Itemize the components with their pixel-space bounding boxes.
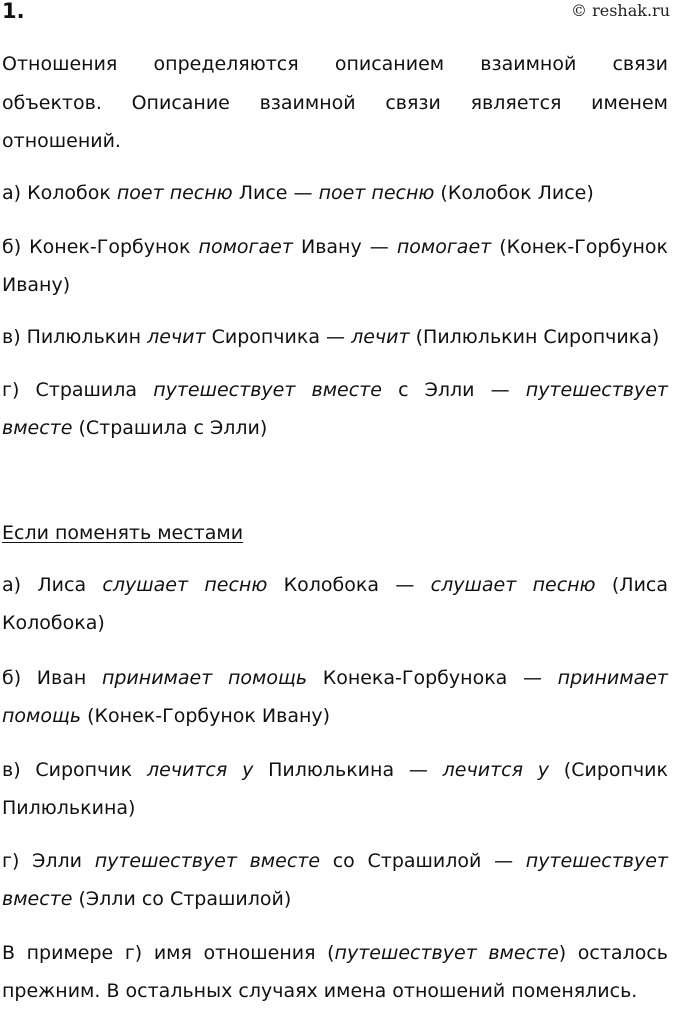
example-b-suffix: (Конек-Горбунок Ивану): [2, 236, 668, 296]
intro-line-2: объектов. Описание взаимной связи является именем: [2, 92, 668, 114]
swapped-b-relation-name: принимает помощь: [2, 667, 668, 727]
example-d: [2, 371, 668, 447]
swapped-c-relation: лечится у: [146, 759, 254, 781]
swapped-d-suffix: (Элли со Страшилой): [72, 888, 292, 910]
conclusion-relation: путешествует вместе: [334, 942, 559, 964]
example-c-prefix: в) Пилюлькин: [2, 326, 148, 348]
example-c-relation: лечит: [147, 326, 206, 348]
example-c: [2, 318, 668, 356]
swap-heading: Если поменять местами: [2, 522, 244, 544]
swapped-a-prefix: а) Лиса: [2, 574, 103, 596]
conclusion-post: ) осталось прежним. В остальных случаях имена отношений поменялись.: [2, 942, 668, 1002]
swapped-b-mid: Конека-Горбунока —: [307, 667, 558, 689]
example-d-mid: с Элли —: [381, 379, 526, 401]
task-number: 1.: [2, 0, 25, 23]
example-b-relation: помогает: [198, 236, 293, 258]
example-c-suffix: (Пилюлькин Сиропчика): [409, 326, 660, 348]
conclusion: [2, 934, 668, 1010]
intro-line-1: Отношения определяются описанием взаимной связи: [2, 53, 668, 75]
swapped-a: [2, 566, 668, 642]
example-c-relation-name: лечит: [351, 326, 410, 348]
example-a: [2, 174, 668, 212]
watermark: © reshak.ru: [571, 1, 670, 20]
swapped-c: [2, 751, 668, 827]
swapped-a-relation-name: слушает песню: [430, 574, 596, 596]
swapped-b: [2, 659, 668, 735]
swapped-a-relation: слушает песню: [102, 574, 268, 596]
example-d-relation-name: путешествует вместе: [2, 379, 668, 439]
swapped-a-mid: Колобока —: [267, 574, 431, 596]
example-a-prefix: а) Колобок: [2, 182, 117, 204]
swapped-b-suffix: (Конек-Горбунок Ивану): [81, 705, 331, 727]
swapped-d-relation-name: путешествует вместе: [2, 850, 668, 910]
example-a-mid: Лисе —: [232, 182, 319, 204]
swapped-d: [2, 842, 668, 918]
example-d-prefix: г) Страшила: [2, 379, 154, 401]
example-b-relation-name: помогает: [396, 236, 492, 258]
example-b-prefix: б) Конек-Горбунок: [2, 236, 199, 258]
swapped-d-relation: путешествует вместе: [94, 850, 321, 872]
swapped-b-relation: принимает помощь: [101, 667, 308, 689]
swapped-d-mid: со Страшилой —: [320, 850, 526, 872]
swapped-d-prefix: г) Элли: [2, 850, 95, 872]
swapped-c-relation-name: лечится у: [442, 759, 550, 781]
conclusion-pre: В примере г) имя отношения (: [2, 942, 335, 964]
swapped-b-prefix: б) Иван: [2, 667, 102, 689]
swapped-a-suffix: (Лиса Колобока): [2, 574, 669, 634]
swapped-c-suffix: (Сиропчик Пилюлькина): [2, 759, 668, 819]
example-a-suffix: (Колобок Лисе): [434, 182, 594, 204]
example-b-mid: Ивану —: [292, 236, 397, 258]
example-a-relation-name: поет песню: [318, 182, 435, 204]
example-d-suffix: (Страшила с Элли): [72, 417, 268, 439]
intro-line-3: отношений.: [2, 130, 121, 152]
example-d-relation: путешествует вместе: [153, 379, 382, 401]
example-c-mid: Сиропчика —: [205, 326, 352, 348]
example-a-relation: поет песню: [116, 182, 233, 204]
example-b: [2, 228, 668, 304]
swapped-c-prefix: в) Сиропчик: [2, 759, 147, 781]
swapped-c-mid: Пилюлькина —: [253, 759, 443, 781]
